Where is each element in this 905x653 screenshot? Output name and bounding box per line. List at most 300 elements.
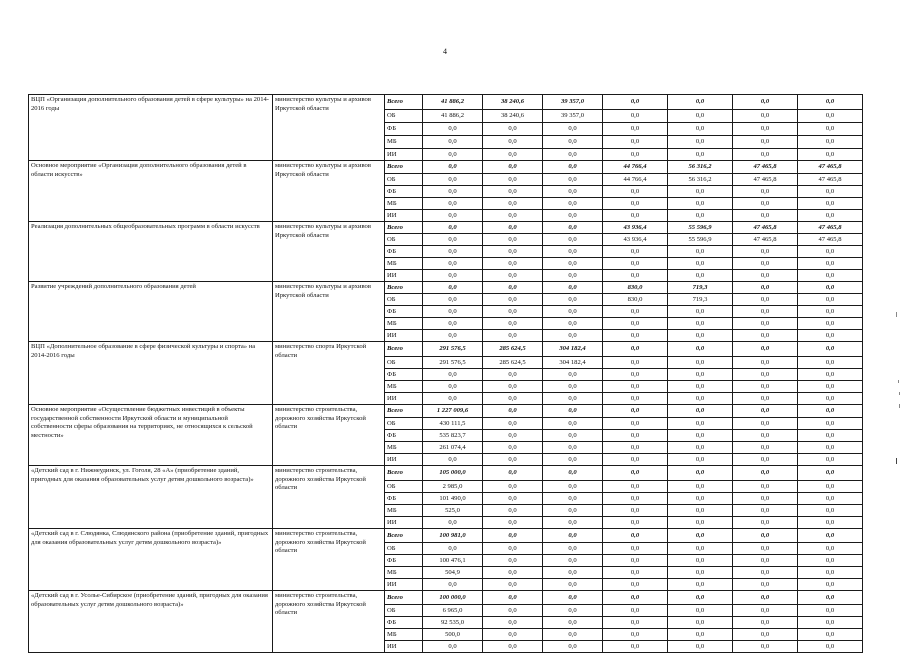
amount-cell: 44 766,4 (603, 161, 668, 174)
amount-cell: 0,0 (483, 481, 543, 493)
funding-source: Всего (385, 591, 423, 605)
amount-cell: 0,0 (733, 567, 798, 579)
amount-cell: 0,0 (733, 342, 798, 357)
amount-cell: 0,0 (798, 505, 863, 517)
funding-source: МБ (385, 567, 423, 579)
scan-speck (899, 404, 900, 408)
amount-cell: 285 624,5 (483, 342, 543, 357)
amount-cell: 0,0 (798, 629, 863, 641)
funding-source: ИИ (385, 270, 423, 282)
amount-cell: 0,0 (603, 641, 668, 653)
amount-cell: 0,0 (543, 294, 603, 306)
activity-name: Развитие учреждений дополнительного образования детей (29, 282, 273, 342)
amount-cell: 0,0 (543, 306, 603, 318)
amount-cell: 38 240,6 (483, 95, 543, 110)
funding-source: ИИ (385, 517, 423, 529)
amount-cell: 0,0 (798, 330, 863, 342)
amount-cell: 0,0 (733, 330, 798, 342)
amount-cell: 0,0 (668, 543, 733, 555)
amount-cell: 43 936,4 (603, 222, 668, 234)
amount-cell: 0,0 (543, 555, 603, 567)
amount-cell: 0,0 (733, 579, 798, 591)
amount-cell: 500,0 (423, 629, 483, 641)
amount-cell: 0,0 (603, 493, 668, 505)
amount-cell: 0,0 (483, 174, 543, 186)
amount-cell: 0,0 (603, 405, 668, 418)
amount-cell: 0,0 (423, 123, 483, 136)
amount-cell: 0,0 (483, 123, 543, 136)
funding-source: Всего (385, 529, 423, 543)
amount-cell: 0,0 (543, 617, 603, 629)
amount-cell: 0,0 (733, 270, 798, 282)
amount-cell: 0,0 (423, 543, 483, 555)
table-row (29, 161, 863, 174)
amount-cell: 0,0 (798, 442, 863, 454)
activity-name: ВЦП «Дополнительное образование в сфере физической культуры и спорта» на 2014-2016 годы (29, 342, 273, 405)
amount-cell: 0,0 (733, 381, 798, 393)
amount-cell: 0,0 (668, 318, 733, 330)
amount-cell: 0,0 (603, 605, 668, 617)
amount-cell: 504,9 (423, 567, 483, 579)
amount-cell: 0,0 (603, 381, 668, 393)
amount-cell: 0,0 (483, 418, 543, 430)
funding-source: ИИ (385, 393, 423, 405)
amount-cell: 0,0 (733, 393, 798, 405)
amount-cell: 525,0 (423, 505, 483, 517)
funding-source: МБ (385, 629, 423, 641)
amount-cell: 0,0 (603, 505, 668, 517)
funding-source: ФБ (385, 369, 423, 381)
amount-cell: 0,0 (733, 318, 798, 330)
amount-cell: 830,0 (603, 282, 668, 294)
amount-cell: 47 465,8 (798, 174, 863, 186)
amount-cell: 0,0 (483, 369, 543, 381)
amount-cell: 0,0 (668, 210, 733, 222)
amount-cell: 0,0 (483, 136, 543, 149)
amount-cell: 0,0 (603, 136, 668, 149)
amount-cell: 0,0 (543, 567, 603, 579)
amount-cell: 0,0 (483, 198, 543, 210)
amount-cell: 100 476,1 (423, 555, 483, 567)
amount-cell: 0,0 (798, 430, 863, 442)
amount-cell: 0,0 (543, 186, 603, 198)
amount-cell: 0,0 (798, 210, 863, 222)
funding-source: МБ (385, 258, 423, 270)
amount-cell: 0,0 (423, 282, 483, 294)
amount-cell: 0,0 (423, 198, 483, 210)
amount-cell: 0,0 (798, 318, 863, 330)
amount-cell: 0,0 (543, 505, 603, 517)
funding-source: ИИ (385, 641, 423, 653)
funding-source: МБ (385, 198, 423, 210)
executor: министерство культуры и архивов Иркутской области (273, 161, 385, 222)
amount-cell: 0,0 (483, 393, 543, 405)
amount-cell: 0,0 (733, 493, 798, 505)
scan-speck (899, 392, 900, 395)
amount-cell: 0,0 (798, 418, 863, 430)
amount-cell: 0,0 (543, 136, 603, 149)
amount-cell: 0,0 (423, 517, 483, 529)
amount-cell: 0,0 (668, 430, 733, 442)
funding-source: МБ (385, 442, 423, 454)
amount-cell: 430 111,5 (423, 418, 483, 430)
funding-source: МБ (385, 381, 423, 393)
amount-cell: 0,0 (543, 405, 603, 418)
amount-cell: 0,0 (668, 591, 733, 605)
amount-cell: 0,0 (733, 149, 798, 161)
amount-cell: 100 981,0 (423, 529, 483, 543)
amount-cell: 0,0 (423, 641, 483, 653)
amount-cell: 0,0 (733, 210, 798, 222)
executor: министерство строительства, дорожного хозяйства Иркутской области (273, 466, 385, 529)
amount-cell: 0,0 (733, 294, 798, 306)
amount-cell: 0,0 (798, 405, 863, 418)
amount-cell: 41 886,2 (423, 110, 483, 123)
amount-cell: 2 985,0 (423, 481, 483, 493)
table-row (29, 591, 863, 605)
amount-cell: 0,0 (543, 123, 603, 136)
amount-cell: 0,0 (423, 222, 483, 234)
amount-cell: 0,0 (543, 330, 603, 342)
amount-cell: 0,0 (483, 454, 543, 466)
amount-cell: 0,0 (798, 369, 863, 381)
amount-cell: 0,0 (798, 294, 863, 306)
amount-cell: 0,0 (423, 210, 483, 222)
amount-cell: 0,0 (603, 393, 668, 405)
activity-name: Реализация дополнительных общеобразовательных программ в области искусств (29, 222, 273, 282)
amount-cell: 0,0 (668, 529, 733, 543)
amount-cell: 0,0 (603, 123, 668, 136)
amount-cell: 0,0 (423, 161, 483, 174)
amount-cell: 0,0 (423, 454, 483, 466)
budget-table-body (29, 95, 863, 653)
funding-source: МБ (385, 318, 423, 330)
amount-cell: 0,0 (668, 306, 733, 318)
amount-cell: 47 465,8 (798, 234, 863, 246)
amount-cell: 0,0 (668, 369, 733, 381)
amount-cell: 0,0 (798, 95, 863, 110)
amount-cell: 0,0 (543, 234, 603, 246)
amount-cell: 0,0 (733, 306, 798, 318)
amount-cell: 38 240,6 (483, 110, 543, 123)
amount-cell: 56 316,2 (668, 161, 733, 174)
amount-cell: 0,0 (483, 270, 543, 282)
amount-cell: 0,0 (798, 270, 863, 282)
amount-cell: 0,0 (543, 222, 603, 234)
amount-cell: 0,0 (668, 442, 733, 454)
amount-cell: 0,0 (483, 555, 543, 567)
amount-cell: 0,0 (543, 543, 603, 555)
executor: министерство спорта Иркутской области (273, 342, 385, 405)
amount-cell: 0,0 (543, 246, 603, 258)
amount-cell: 0,0 (603, 149, 668, 161)
amount-cell: 0,0 (798, 149, 863, 161)
amount-cell: 0,0 (603, 454, 668, 466)
amount-cell: 0,0 (483, 282, 543, 294)
amount-cell: 101 490,0 (423, 493, 483, 505)
funding-source: ИИ (385, 579, 423, 591)
funding-source: ОБ (385, 110, 423, 123)
amount-cell: 0,0 (733, 481, 798, 493)
amount-cell: 0,0 (603, 369, 668, 381)
amount-cell: 0,0 (483, 306, 543, 318)
funding-source: ОБ (385, 294, 423, 306)
amount-cell: 0,0 (543, 454, 603, 466)
amount-cell: 0,0 (603, 357, 668, 369)
amount-cell: 0,0 (733, 246, 798, 258)
amount-cell: 0,0 (483, 318, 543, 330)
amount-cell: 0,0 (423, 393, 483, 405)
funding-source: МБ (385, 505, 423, 517)
amount-cell: 0,0 (668, 198, 733, 210)
amount-cell: 0,0 (668, 505, 733, 517)
amount-cell: 0,0 (668, 186, 733, 198)
activity-name: Основное мероприятие «Организация дополнительного образования детей в области искусств» (29, 161, 273, 222)
amount-cell: 0,0 (423, 294, 483, 306)
amount-cell: 55 596,9 (668, 234, 733, 246)
table-row (29, 342, 863, 357)
amount-cell: 0,0 (798, 517, 863, 529)
amount-cell: 0,0 (798, 641, 863, 653)
amount-cell: 0,0 (798, 342, 863, 357)
amount-cell: 0,0 (423, 186, 483, 198)
funding-source: ИИ (385, 210, 423, 222)
amount-cell: 304 182,4 (543, 357, 603, 369)
amount-cell: 0,0 (483, 186, 543, 198)
amount-cell: 0,0 (543, 605, 603, 617)
table-row (29, 405, 863, 418)
amount-cell: 0,0 (733, 110, 798, 123)
amount-cell: 0,0 (603, 198, 668, 210)
amount-cell: 0,0 (733, 529, 798, 543)
amount-cell: 0,0 (483, 617, 543, 629)
amount-cell: 0,0 (423, 246, 483, 258)
amount-cell: 0,0 (543, 529, 603, 543)
amount-cell: 100 000,0 (423, 591, 483, 605)
amount-cell: 719,3 (668, 282, 733, 294)
amount-cell: 0,0 (543, 198, 603, 210)
amount-cell: 0,0 (798, 258, 863, 270)
amount-cell: 0,0 (543, 481, 603, 493)
amount-cell: 0,0 (603, 543, 668, 555)
amount-cell: 39 357,0 (543, 110, 603, 123)
funding-source: ФБ (385, 430, 423, 442)
amount-cell: 0,0 (483, 442, 543, 454)
amount-cell: 0,0 (423, 149, 483, 161)
amount-cell: 41 886,2 (423, 95, 483, 110)
amount-cell: 0,0 (483, 629, 543, 641)
amount-cell: 0,0 (668, 381, 733, 393)
amount-cell: 44 766,4 (603, 174, 668, 186)
amount-cell: 0,0 (668, 270, 733, 282)
amount-cell: 0,0 (543, 641, 603, 653)
amount-cell: 830,0 (603, 294, 668, 306)
amount-cell: 0,0 (733, 605, 798, 617)
executor: министерство культуры и архивов Иркутской области (273, 282, 385, 342)
amount-cell: 0,0 (543, 381, 603, 393)
amount-cell: 0,0 (543, 318, 603, 330)
amount-cell: 1 227 009,6 (423, 405, 483, 418)
amount-cell: 0,0 (798, 110, 863, 123)
amount-cell: 0,0 (483, 222, 543, 234)
amount-cell: 0,0 (603, 430, 668, 442)
amount-cell: 0,0 (423, 136, 483, 149)
amount-cell: 0,0 (543, 282, 603, 294)
amount-cell: 0,0 (668, 110, 733, 123)
amount-cell: 0,0 (543, 270, 603, 282)
funding-source: Всего (385, 342, 423, 357)
activity-name: «Детский сад в г. Усолье-Сибирское (приобретение зданий, пригодных для оказания образовательных услуг детям дошкольного возраста)» (29, 591, 273, 653)
amount-cell: 0,0 (733, 198, 798, 210)
amount-cell: 0,0 (668, 567, 733, 579)
amount-cell: 47 465,8 (798, 222, 863, 234)
funding-source: ФБ (385, 186, 423, 198)
funding-source: ОБ (385, 357, 423, 369)
amount-cell: 0,0 (603, 110, 668, 123)
amount-cell: 47 465,8 (733, 174, 798, 186)
amount-cell: 0,0 (543, 466, 603, 481)
funding-source: ФБ (385, 306, 423, 318)
amount-cell: 0,0 (483, 234, 543, 246)
amount-cell: 0,0 (733, 505, 798, 517)
amount-cell: 0,0 (543, 258, 603, 270)
amount-cell: 0,0 (423, 318, 483, 330)
amount-cell: 0,0 (798, 466, 863, 481)
amount-cell: 0,0 (603, 466, 668, 481)
amount-cell: 0,0 (668, 481, 733, 493)
amount-cell: 0,0 (798, 357, 863, 369)
amount-cell: 0,0 (423, 579, 483, 591)
amount-cell: 304 182,4 (543, 342, 603, 357)
amount-cell: 0,0 (798, 306, 863, 318)
amount-cell: 0,0 (603, 442, 668, 454)
amount-cell: 0,0 (668, 258, 733, 270)
amount-cell: 0,0 (798, 605, 863, 617)
amount-cell: 0,0 (603, 418, 668, 430)
amount-cell: 0,0 (668, 454, 733, 466)
amount-cell: 0,0 (483, 567, 543, 579)
amount-cell: 0,0 (798, 567, 863, 579)
amount-cell: 0,0 (483, 246, 543, 258)
amount-cell: 0,0 (603, 270, 668, 282)
amount-cell: 0,0 (733, 629, 798, 641)
amount-cell: 719,3 (668, 294, 733, 306)
funding-source: ОБ (385, 418, 423, 430)
amount-cell: 0,0 (543, 418, 603, 430)
amount-cell: 0,0 (483, 591, 543, 605)
funding-source: Всего (385, 161, 423, 174)
amount-cell: 0,0 (483, 161, 543, 174)
table-row (29, 466, 863, 481)
amount-cell: 0,0 (483, 430, 543, 442)
amount-cell: 0,0 (543, 579, 603, 591)
amount-cell: 0,0 (733, 405, 798, 418)
amount-cell: 0,0 (733, 466, 798, 481)
amount-cell: 0,0 (798, 617, 863, 629)
amount-cell: 0,0 (423, 381, 483, 393)
amount-cell: 0,0 (543, 174, 603, 186)
amount-cell: 0,0 (668, 123, 733, 136)
amount-cell: 0,0 (543, 442, 603, 454)
amount-cell: 0,0 (603, 529, 668, 543)
amount-cell: 0,0 (733, 543, 798, 555)
executor: министерство строительства, дорожного хозяйства Иркутской области (273, 405, 385, 466)
amount-cell: 0,0 (798, 393, 863, 405)
amount-cell: 0,0 (798, 186, 863, 198)
amount-cell: 0,0 (543, 629, 603, 641)
amount-cell: 0,0 (603, 330, 668, 342)
amount-cell: 0,0 (668, 149, 733, 161)
amount-cell: 0,0 (483, 149, 543, 161)
amount-cell: 0,0 (733, 136, 798, 149)
table-row (29, 95, 863, 110)
amount-cell: 0,0 (668, 393, 733, 405)
funding-source: ФБ (385, 617, 423, 629)
amount-cell: 0,0 (733, 369, 798, 381)
amount-cell: 0,0 (798, 454, 863, 466)
amount-cell: 0,0 (483, 466, 543, 481)
amount-cell: 0,0 (543, 493, 603, 505)
amount-cell: 0,0 (668, 617, 733, 629)
amount-cell: 0,0 (603, 629, 668, 641)
amount-cell: 0,0 (668, 136, 733, 149)
amount-cell: 0,0 (733, 442, 798, 454)
amount-cell: 47 465,8 (733, 222, 798, 234)
amount-cell: 0,0 (483, 294, 543, 306)
amount-cell: 0,0 (483, 405, 543, 418)
page-number: 4 (443, 47, 447, 56)
amount-cell: 0,0 (543, 591, 603, 605)
amount-cell: 0,0 (798, 381, 863, 393)
amount-cell: 0,0 (733, 123, 798, 136)
amount-cell: 0,0 (733, 641, 798, 653)
amount-cell: 55 596,9 (668, 222, 733, 234)
amount-cell: 0,0 (733, 517, 798, 529)
amount-cell: 0,0 (733, 186, 798, 198)
amount-cell: 0,0 (423, 306, 483, 318)
amount-cell: 0,0 (483, 517, 543, 529)
amount-cell: 0,0 (798, 579, 863, 591)
amount-cell: 0,0 (603, 342, 668, 357)
amount-cell: 0,0 (603, 567, 668, 579)
amount-cell: 0,0 (668, 605, 733, 617)
executor: министерство культуры и архивов Иркутской области (273, 222, 385, 282)
amount-cell: 291 576,5 (423, 342, 483, 357)
activity-name: «Детский сад в г. Нижнеудинск, ул. Гоголя, 28 «А» (приобретение зданий, пригодных для оказания образовательных услуг детям дошкольного возраста)» (29, 466, 273, 529)
amount-cell: 0,0 (733, 617, 798, 629)
amount-cell: 0,0 (483, 543, 543, 555)
amount-cell: 0,0 (543, 369, 603, 381)
amount-cell: 0,0 (483, 641, 543, 653)
executor: министерство культуры и архивов Иркутской области (273, 95, 385, 161)
amount-cell: 0,0 (733, 282, 798, 294)
funding-source: ОБ (385, 543, 423, 555)
amount-cell: 0,0 (668, 357, 733, 369)
amount-cell: 0,0 (733, 555, 798, 567)
amount-cell: 0,0 (543, 517, 603, 529)
amount-cell: 0,0 (483, 330, 543, 342)
amount-cell: 0,0 (798, 591, 863, 605)
amount-cell: 0,0 (668, 493, 733, 505)
amount-cell: 0,0 (483, 505, 543, 517)
amount-cell: 39 357,0 (543, 95, 603, 110)
amount-cell: 0,0 (798, 123, 863, 136)
activity-name: ВЦП «Организация дополнительного образования детей в сфере культуры» на 2014-2016 годы (29, 95, 273, 161)
amount-cell: 0,0 (423, 330, 483, 342)
scan-speck (896, 458, 897, 464)
funding-source: ИИ (385, 149, 423, 161)
amount-cell: 0,0 (668, 405, 733, 418)
